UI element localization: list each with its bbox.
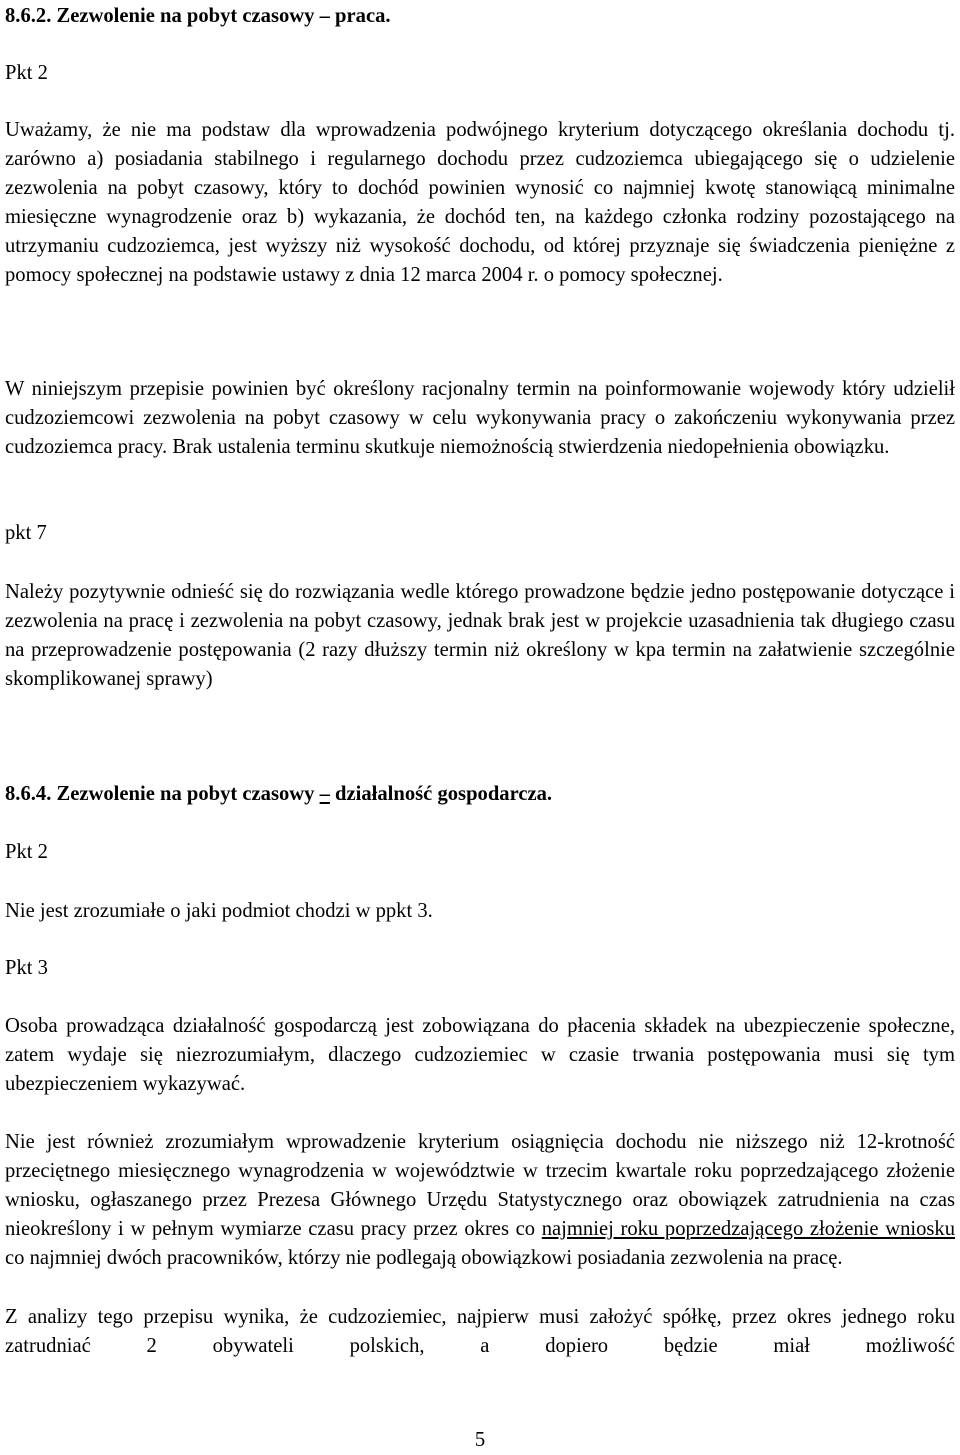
pkt-7-label: pkt 7 (5, 522, 47, 544)
underlined-phrase: najmniej roku poprzedzającego złożenie wniosku (541, 1218, 955, 1240)
paragraph-unclear-entity: Nie jest zrozumiałe o jaki podmiot chodzi w ppkt 3. (5, 900, 433, 922)
heading-suffix: działalność gospodarcza. (329, 783, 553, 805)
section-heading-8-6-4 (5, 780, 955, 809)
paragraph-analysis: Z analizy tego przepisu wynika, że cudzoziemiec, najpierw musi założyć spółkę, przez okres jednego roku zatrudniać 2 obywateli polskich, a dopiero będzie miał możliwość (5, 1306, 955, 1357)
paragraph-income-criteria: Uważamy, że nie ma podstaw dla wprowadzenia podwójnego kryterium dotyczącego określania dochodu tj. zarówno a) posiadania stabilnego i regularnego dochodu przez cudzoziemca ubiegającego się o udzielenie zezwolenia na pobyt czasowy, który to dochód powinien wynosić co najmniej kwotę stanowiącą minimalne miesięczne wynagrodzenie oraz b) wykazania, że dochód ten, na każdego członka rodziny pozostającego na utrzymaniu cudzoziemca, jest wyższy niż wysokość dochodu, od której przyznaje się świadczenia pieniężne z pomocy społecznej na podstawie ustawy z dnia 12 marca 2004 r. o pomocy społecznej. (5, 119, 955, 286)
page-number: 5 (474, 1429, 486, 1451)
paragraph-single-procedure: Należy pozytywnie odnieść się do rozwiązania wedle którego prowadzone będzie jedno postępowanie dotyczące i zezwolenia na pracę i zezwolenia na pobyt czasowy, jednak brak jest w projekcie uzasadnienia tak długiego czasu na przeprowadzenie postępowania (2 razy dłuższy termin niż określony w kpa termin na załatwienie szczególnie skomplikowanej sprawy) (5, 581, 955, 690)
section-heading-8-6-2: 8.6.2. Zezwolenie na pobyt czasowy – praca. (5, 5, 391, 27)
pkt-2-label-864: Pkt 2 (5, 841, 48, 863)
paragraph-income-threshold (5, 1128, 955, 1273)
paragraph-social-insurance: Osoba prowadząca działalność gospodarczą jest zobowiązana do płacenia składek na ubezpieczenie społeczne, zatem wydaje się niezrozumiałym, dlaczego cudzoziemiec w czasie trwania postępowania musi się tym ubezpieczeniem wykazywać. (5, 1015, 955, 1095)
heading-dash: – (319, 783, 330, 805)
para-text-end: co najmniej dwóch pracowników, którzy nie podlegają obowiązkowi posiadania zezwolenia na pracę. (5, 1247, 843, 1269)
para-text-start: Nie jest również zrozumiałym wprowadzenie kryterium osiągnięcia dochodu nie niższego niż 12-krotność przeciętnego miesięcznego wynagrodzenia w województwie w trzecim kwartale roku poprzedzającego złożenie wniosku, ogłaszanego przez Prezesa Głównego Urzędu Statystycznego oraz obowiązek zatrudnienia na czas nieokreślony i w pełnym wymiarze czasu pracy przez okres co (5, 1131, 955, 1240)
heading-prefix: 8.6.4. Zezwolenie na pobyt czasowy (5, 783, 320, 805)
paragraph-notification-deadline: W niniejszym przepisie powinien być określony racjonalny termin na poinformowanie wojewody który udzielił cudzoziemcowi zezwolenia na pobyt czasowy w celu wykonywania pracy o zakończeniu wykonywania przez cudzoziemca pracy. Brak ustalenia terminu skutkuje niemożnością stwierdzenia niedopełnienia obowiązku. (5, 378, 955, 458)
pkt-3-label: Pkt 3 (5, 957, 48, 979)
pkt-2-label: Pkt 2 (5, 62, 48, 84)
